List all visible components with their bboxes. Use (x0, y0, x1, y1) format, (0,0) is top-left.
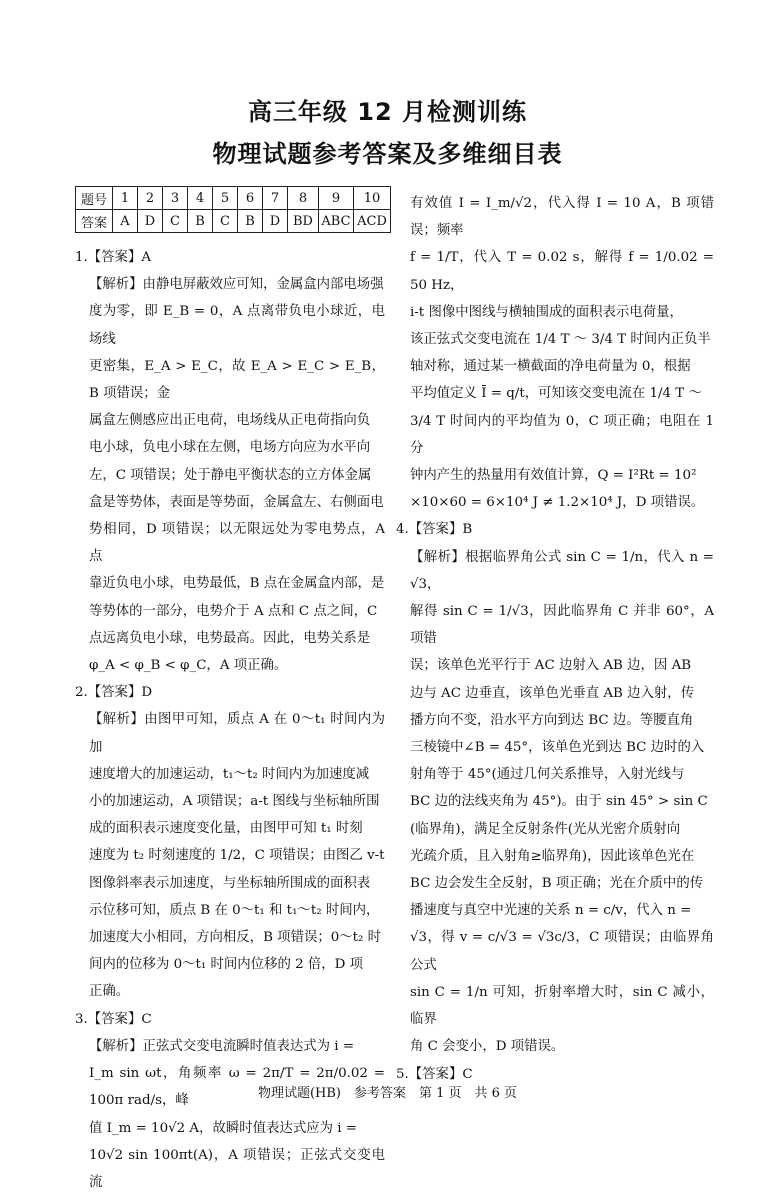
explanation-line: (临界角)，满足全反射条件(光从光密介质射向 (410, 821, 681, 837)
answer-cell: C (213, 210, 238, 233)
answer-table-answer-row (76, 210, 391, 233)
question-number: 1 (113, 187, 138, 210)
explanation-line: 速度增大的加速运动，t₁～t₂ 时间内为加速度减 (89, 766, 370, 782)
answer-heading: 2.【答案】D (75, 685, 153, 701)
explanation-line: 轴对称，通过某一横截面的净电荷量为 0，根据 (410, 359, 691, 375)
explanation-line: 小的加速运动，A 项错误；a-t 图线与坐标轴所围 (89, 794, 380, 810)
question-number: 4 (188, 187, 213, 210)
answer-heading: 5.【答案】C (396, 1066, 473, 1082)
explanation-line: 间内的位移为 0～t₁ 时间内位移的 2 倍，D 项 (89, 957, 364, 973)
answer-label: 答案 (76, 210, 113, 233)
question-number: 2 (138, 187, 163, 210)
explanation-line: 【解析】正弦式交变电流瞬时值表达式为 i = (89, 1038, 355, 1054)
explanation-line: 电小球，负电小球在左侧，电场方向应为水平向 (89, 440, 371, 456)
explanation-line: 【解析】根据临界角公式 sin C = 1/n，代入 n = √3， (410, 549, 714, 592)
question-number: 5 (213, 187, 238, 210)
explanation-line: 钟内产生的热量用有效值计算，Q = I²Rt = 10² (410, 468, 697, 484)
question-number: 9 (319, 187, 354, 210)
explanation-line: 光疏介质，且入射角≥临界角)，因此该单色光在 (410, 848, 695, 864)
explanation-line: f = 1/T，代入 T = 0.02 s，解得 f = 1/0.02 = 50 Hz， (410, 250, 714, 293)
page-subtitle: 物理试题参考答案及多维细目表 (212, 140, 563, 168)
explanation-line: 正确。 (89, 984, 130, 1000)
explanation-line: 值 I_m = 10√2 A，故瞬时值表达式应为 i = (89, 1120, 358, 1136)
question-number: 6 (238, 187, 263, 210)
answer-cell: ACD (354, 210, 391, 233)
explanation-line: BC 边的法线夹角为 45°)。由于 sin 45° > sin C (410, 794, 708, 810)
answer-cell: ABC (319, 210, 354, 233)
explanation-line: 成的面积表示速度变化量，由图甲可知 t₁ 时刻 (89, 821, 363, 837)
explanation-line: 该正弦式交变电流在 1/4 T ～ 3/4 T 时间内正负半 (410, 332, 711, 348)
page-footer: 物理试题(HB) 参考答案 第 1 页 共 6 页 (257, 1086, 518, 1101)
page-title: 高三年级 12 月检测训练 (247, 98, 528, 126)
explanation-line: 【解析】由图甲可知，质点 A 在 0～t₁ 时间内为加 (89, 712, 385, 755)
explanation-line: 度为零，即 E_B = 0，A 点离带负电小球近，电场线 (89, 304, 385, 347)
explanation-line: 更密集，E_A > E_C，故 E_A > E_C > E_B，B 项错误；金 (89, 358, 385, 402)
explanation-line: 平均值定义 Ī = q/t，可知该交变电流在 1/4 T ～ (410, 386, 702, 402)
explanation-line: 角 C 会变小，D 项错误。 (410, 1039, 565, 1055)
question-number: 10 (354, 187, 391, 210)
explanation-line: 解得 sin C = 1/√3，因此临界角 C 并非 60°，A 项错 (410, 604, 714, 647)
explanation-line: 边与 AC 边垂直，该单色光垂直 AB 边入射，传 (410, 685, 695, 701)
explanation-line: 属盒左侧感应出正电荷，电场线从正电荷指向负 (89, 413, 371, 429)
explanation-line: 盒是等势体，表面是等势面，金属盒左、右侧面电 (89, 494, 384, 510)
explanation-line: 点远离负电小球，电势最高。因此，电势关系是 (89, 630, 371, 646)
explanation-line: BC 边会发生全反射，B 项正确；光在介质中的传 (410, 876, 704, 892)
answer-heading: 1.【答案】A (75, 250, 152, 265)
explanation-line: 靠近负电小球，电势最低，B 点在金属盒内部，是 (89, 576, 385, 592)
left-column (75, 244, 385, 1196)
answer-cell: B (238, 210, 263, 233)
question-number: 8 (288, 187, 319, 210)
explanation-line: 有效值 I = I_m/√2，代入得 I = 10 A，B 项错误；频率 (410, 196, 714, 239)
question-number: 3 (163, 187, 188, 210)
explanation-line: ×10×60 = 6×10⁴ J ≠ 1.2×10⁴ J，D 项错误。 (410, 495, 705, 511)
explanation-line: 左，C 项错误；处于静电平衡状态的立方体金属 (89, 467, 372, 483)
explanation-line: 图像斜率表示加速度，与坐标轴所围成的面积表 (89, 875, 371, 891)
right-column (396, 190, 714, 1088)
explanation-line: 等势体的一部分，电势介于 A 点和 C 点之间，C (89, 603, 378, 619)
explanation-line: 速度为 t₂ 时刻速度的 1/2，C 项错误；由图乙 v-t (89, 848, 385, 864)
answer-heading: 3.【答案】C (75, 1011, 152, 1027)
question-number-label: 题号 (76, 187, 113, 210)
explanation-line: 10√2 sin 100πt(A)，A 项错误；正弦式交变电流 (89, 1147, 385, 1190)
answer-table (75, 186, 391, 233)
explanation-line: 【解析】由静电屏蔽效应可知，金属盒内部电场强 (89, 277, 384, 293)
answer-table-header-row (76, 187, 391, 210)
question-number: 7 (263, 187, 288, 210)
explanation-line: 示位移可知，质点 B 在 0～t₁ 和 t₁～t₂ 时间内， (89, 902, 380, 918)
explanation-line: 势相同，D 项错误；以无限远处为零电势点，A 点 (89, 522, 385, 565)
answer-cell: C (163, 210, 188, 233)
explanation-line: sin C = 1/n 可知，折射率增大时，sin C 减小，临界 (410, 984, 714, 1028)
explanation-line: 播方向不变，沿水平方向到达 BC 边。等腰直角 (410, 712, 694, 728)
answer-cell: BD (288, 210, 319, 233)
answer-cell: A (113, 210, 138, 233)
explanation-line: √3，得 v = c/√3 = √3c/3，C 项错误；由临界角公式 (410, 930, 714, 973)
explanation-line: I_m sin ωt，角频率 ω = 2π/T = 2π/0.02 = 100π rad/s，峰 (89, 1066, 385, 1109)
explanation-line: 射角等于 45°(通过几何关系推导，入射光线与 (410, 767, 685, 783)
answer-heading: 4.【答案】B (396, 522, 473, 538)
explanation-line: 播速度与真空中光速的关系 n = c/v，代入 n = (410, 903, 692, 919)
answer-cell: D (263, 210, 288, 233)
explanation-line: 三棱镜中∠B = 45°，该单色光到达 BC 边时的入 (410, 740, 705, 756)
explanation-line: 加速度大小相同，方向相反，B 项错误；0～t₂ 时 (89, 930, 382, 946)
answer-cell: B (188, 210, 213, 233)
answer-cell: D (138, 210, 163, 233)
explanation-line: i-t 图像中图线与横轴围成的面积表示电荷量， (410, 304, 683, 320)
explanation-line: 误；该单色光平行于 AC 边射入 AB 边，因 AB (410, 658, 692, 674)
explanation-line: 3/4 T 时间内的平均值为 0，C 项正确；电阻在 1 分 (410, 413, 714, 456)
explanation-line: φ_A < φ_B < φ_C，A 项正确。 (89, 658, 288, 674)
